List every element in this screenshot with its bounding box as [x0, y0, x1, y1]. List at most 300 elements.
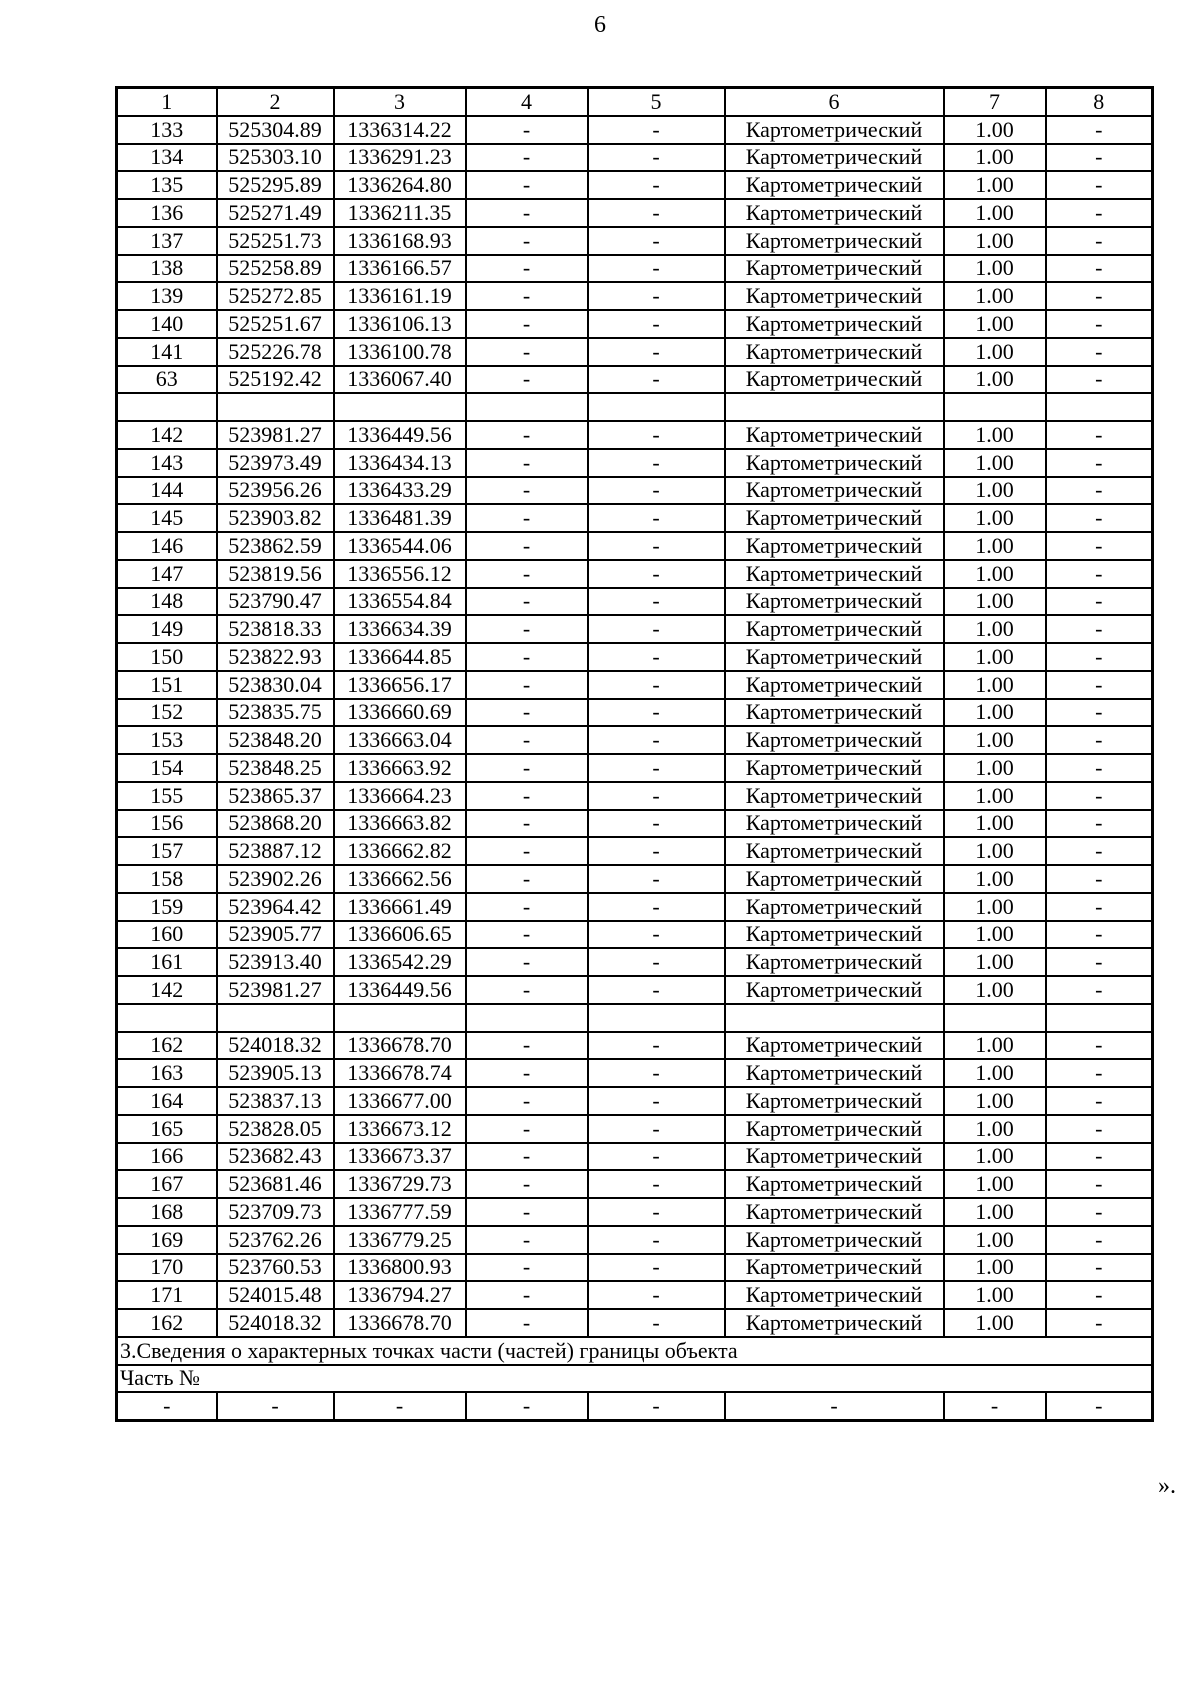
table-cell-col-4: -: [466, 171, 588, 199]
table-cell-col-1: 166: [117, 1143, 217, 1171]
table-cell-col-2: -: [217, 1392, 334, 1420]
table-cell-col-3: [334, 393, 466, 421]
table-cell-col-1: 146: [117, 532, 217, 560]
table-cell-col-3: 1336634.39: [334, 615, 466, 643]
table-row: [117, 1226, 1153, 1254]
table-cell-col-7: 1.00: [944, 560, 1046, 588]
table-row: [117, 699, 1153, 727]
table-cell-col-4: -: [466, 782, 588, 810]
table-cell-col-7: 1.00: [944, 477, 1046, 505]
table-cell-col-4: -: [466, 1281, 588, 1309]
table-row: [117, 671, 1153, 699]
table-cell-col-2: 524015.48: [217, 1281, 334, 1309]
table-cell-col-4: -: [466, 449, 588, 477]
table-row: [117, 1254, 1153, 1282]
table-cell-col-2: 525251.67: [217, 310, 334, 338]
table-cell-col-6: [725, 393, 944, 421]
table-row: [117, 504, 1153, 532]
table-cell-col-6: Картометрический: [725, 810, 944, 838]
table-row: [117, 643, 1153, 671]
table-separator-row: [117, 393, 1153, 421]
table-cell-col-3: 1336677.00: [334, 1087, 466, 1115]
table-cell-col-7: 1.00: [944, 338, 1046, 366]
table-cell-col-4: -: [466, 199, 588, 227]
table-cell-col-6: Картометрический: [725, 1170, 944, 1198]
table-row: [117, 976, 1153, 1004]
table-cell-col-8: -: [1046, 477, 1153, 505]
part-label-cell: Часть №: [117, 1365, 1153, 1393]
table-cell-col-6: Картометрический: [725, 1198, 944, 1226]
table-cell-col-6: Картометрический: [725, 366, 944, 394]
table-cell-col-6: Картометрический: [725, 504, 944, 532]
table-cell-col-8: -: [1046, 366, 1153, 394]
table-cell-col-1: 160: [117, 921, 217, 949]
table-cell-col-8: -: [1046, 421, 1153, 449]
table-cell-col-6: Картометрический: [725, 199, 944, 227]
table-cell-col-2: 525251.73: [217, 227, 334, 255]
table-cell-col-7: 1.00: [944, 421, 1046, 449]
table-row: [117, 1143, 1153, 1171]
table-cell-col-7: 1.00: [944, 615, 1046, 643]
table-cell-col-3: 1336663.92: [334, 754, 466, 782]
table-cell-col-5: -: [588, 948, 725, 976]
table-row: [117, 948, 1153, 976]
table-cell-col-1: 163: [117, 1059, 217, 1087]
table-cell-col-1: 162: [117, 1032, 217, 1060]
table-cell-col-4: -: [466, 1170, 588, 1198]
table-cell-col-1: 156: [117, 810, 217, 838]
table-cell-col-6: Картометрический: [725, 671, 944, 699]
table-cell-col-5: [588, 1004, 725, 1032]
table-cell-col-7: 1.00: [944, 532, 1046, 560]
table-cell-col-8: -: [1046, 282, 1153, 310]
table-cell-col-6: Картометрический: [725, 1281, 944, 1309]
table-cell-col-5: -: [588, 504, 725, 532]
table-cell-col-7: 1.00: [944, 810, 1046, 838]
table-row: [117, 338, 1153, 366]
table-cell-col-4: -: [466, 671, 588, 699]
table-cell-col-2: [217, 393, 334, 421]
table-cell-col-3: 1336106.13: [334, 310, 466, 338]
table-row: [117, 449, 1153, 477]
table-header-row: [117, 88, 1153, 116]
table-cell-col-5: -: [588, 615, 725, 643]
table-cell-col-7: 1.00: [944, 948, 1046, 976]
table-cell-col-8: -: [1046, 1032, 1153, 1060]
table-cell-col-8: -: [1046, 1115, 1153, 1143]
table-cell-col-1: 138: [117, 255, 217, 283]
table-cell-col-8: -: [1046, 671, 1153, 699]
table-cell-col-7: 1.00: [944, 643, 1046, 671]
table-cell-col-5: -: [588, 1032, 725, 1060]
table-cell-col-3: 1336729.73: [334, 1170, 466, 1198]
table-cell-col-3: 1336166.57: [334, 255, 466, 283]
table-cell-col-8: -: [1046, 699, 1153, 727]
table-row: [117, 199, 1153, 227]
table-cell-col-4: -: [466, 255, 588, 283]
table-cell-col-8: -: [1046, 1170, 1153, 1198]
table-cell-col-1: 135: [117, 171, 217, 199]
table-cell-col-2: 523903.82: [217, 504, 334, 532]
table-cell-col-3: 1336100.78: [334, 338, 466, 366]
table-cell-col-6: Картометрический: [725, 1115, 944, 1143]
table-cell-col-4: -: [466, 282, 588, 310]
table-cell-col-7: 1.00: [944, 893, 1046, 921]
table-cell-col-8: -: [1046, 310, 1153, 338]
table-row: [117, 1059, 1153, 1087]
table-cell-col-7: 1.00: [944, 310, 1046, 338]
table-cell-col-1: 147: [117, 560, 217, 588]
table-cell-col-8: -: [1046, 782, 1153, 810]
table-cell-col-2: 525304.89: [217, 116, 334, 144]
table-cell-col-4: -: [466, 754, 588, 782]
table-row: [117, 144, 1153, 172]
table-cell-col-7: 1.00: [944, 1281, 1046, 1309]
table-cell-col-8: -: [1046, 1281, 1153, 1309]
table-cell-col-5: -: [588, 116, 725, 144]
table-cell-col-1: 159: [117, 893, 217, 921]
table-cell-col-3: 1336554.84: [334, 588, 466, 616]
table-cell-col-1: [117, 1004, 217, 1032]
table-cell-col-2: 523902.26: [217, 865, 334, 893]
table-cell-col-2: 523848.20: [217, 726, 334, 754]
table-cell-col-1: 142: [117, 421, 217, 449]
table-cell-col-6: Картометрический: [725, 1143, 944, 1171]
table-cell-col-1: 145: [117, 504, 217, 532]
table-cell-col-1: 155: [117, 782, 217, 810]
table-cell-col-1: 169: [117, 1226, 217, 1254]
table-cell-col-8: [1046, 393, 1153, 421]
table-cell-col-6: Картометрический: [725, 255, 944, 283]
table-cell-col-5: -: [588, 560, 725, 588]
table-cell-col-6: Картометрический: [725, 310, 944, 338]
table-row: [117, 726, 1153, 754]
table-cell-col-4: -: [466, 643, 588, 671]
table-cell-col-6: Картометрический: [725, 948, 944, 976]
table-cell-col-6: Картометрический: [725, 726, 944, 754]
table-cell-col-6: Картометрический: [725, 588, 944, 616]
table-cell-col-5: -: [588, 1281, 725, 1309]
closing-quote: ».: [1158, 1473, 1176, 1499]
table-cell-col-4: -: [466, 1032, 588, 1060]
table-cell-col-6: Картометрический: [725, 560, 944, 588]
table-cell-col-8: -: [1046, 1143, 1153, 1171]
table-cell-col-5: -: [588, 1309, 725, 1337]
table-cell-col-2: 523905.13: [217, 1059, 334, 1087]
table-cell-col-2: 523837.13: [217, 1087, 334, 1115]
table-cell-col-6: Картометрический: [725, 643, 944, 671]
table-cell-col-2: 523830.04: [217, 671, 334, 699]
table-cell-col-3: 1336542.29: [334, 948, 466, 976]
table-cell-col-2: 524018.32: [217, 1032, 334, 1060]
table-cell-col-4: -: [466, 366, 588, 394]
table-cell-col-1: 164: [117, 1087, 217, 1115]
table-cell-col-3: 1336663.04: [334, 726, 466, 754]
table-cell-col-4: -: [466, 921, 588, 949]
table-cell-col-1: 165: [117, 1115, 217, 1143]
table-cell-col-6: Картометрический: [725, 227, 944, 255]
table-cell-col-2: 525258.89: [217, 255, 334, 283]
table-cell-col-7: 1.00: [944, 449, 1046, 477]
table-cell-col-8: -: [1046, 1226, 1153, 1254]
table-cell-col-4: -: [466, 810, 588, 838]
table-cell-col-4: -: [466, 1392, 588, 1420]
table-cell-col-7: 1.00: [944, 976, 1046, 1004]
table-cell-col-2: 523828.05: [217, 1115, 334, 1143]
table-cell-col-8: -: [1046, 171, 1153, 199]
table-cell-col-1: 142: [117, 976, 217, 1004]
coordinates-table: [115, 86, 1154, 1422]
table-cell-col-3: 1336779.25: [334, 1226, 466, 1254]
table-cell-col-3: 1336794.27: [334, 1281, 466, 1309]
table-cell-col-7: 1.00: [944, 588, 1046, 616]
table-cell-col-5: -: [588, 227, 725, 255]
table-cell-col-7: 1.00: [944, 837, 1046, 865]
table-cell-col-2: 523865.37: [217, 782, 334, 810]
table-cell-col-2: 523887.12: [217, 837, 334, 865]
table-cell-col-8: -: [1046, 837, 1153, 865]
table-cell-col-1: 151: [117, 671, 217, 699]
table-cell-col-2: 523981.27: [217, 421, 334, 449]
table-cell-col-5: -: [588, 1143, 725, 1171]
table-cell-col-8: -: [1046, 754, 1153, 782]
table-cell-col-3: 1336264.80: [334, 171, 466, 199]
table-cell-col-7: 1.00: [944, 1254, 1046, 1282]
table-cell-col-2: 523762.26: [217, 1226, 334, 1254]
table-separator-row: [117, 1004, 1153, 1032]
table-cell-col-3: 1336556.12: [334, 560, 466, 588]
table-final-row: [117, 1392, 1153, 1420]
table-cell-col-3: 1336678.74: [334, 1059, 466, 1087]
table-cell-col-7: [944, 1004, 1046, 1032]
table-cell-col-5: -: [588, 1170, 725, 1198]
section-title-row: [117, 1337, 1153, 1365]
table-cell-col-6: Картометрический: [725, 1254, 944, 1282]
table-cell-col-2: 523682.43: [217, 1143, 334, 1171]
table-cell-col-3: 1336433.29: [334, 477, 466, 505]
table-row: [117, 171, 1153, 199]
table-cell-col-8: -: [1046, 116, 1153, 144]
table-cell-col-2: 523848.25: [217, 754, 334, 782]
table-cell-col-1: 136: [117, 199, 217, 227]
table-cell-col-2: 525303.10: [217, 144, 334, 172]
table-cell-col-3: 1336449.56: [334, 421, 466, 449]
table-cell-col-5: -: [588, 421, 725, 449]
table-cell-col-3: 1336777.59: [334, 1198, 466, 1226]
table-cell-col-1: 168: [117, 1198, 217, 1226]
table-cell-col-7: 1.00: [944, 726, 1046, 754]
table-cell-col-2: 523709.73: [217, 1198, 334, 1226]
table-cell-col-1: 170: [117, 1254, 217, 1282]
table-cell-col-8: -: [1046, 144, 1153, 172]
table-cell-col-5: -: [588, 1254, 725, 1282]
table-row: [117, 227, 1153, 255]
table-cell-col-7: 1.00: [944, 699, 1046, 727]
table-cell-col-8: 8: [1046, 88, 1153, 116]
table-cell-col-5: -: [588, 366, 725, 394]
table-cell-col-3: 1336314.22: [334, 116, 466, 144]
table-row: [117, 282, 1153, 310]
table-cell-col-2: 524018.32: [217, 1309, 334, 1337]
table-row: [117, 532, 1153, 560]
table-cell-col-3: 1336291.23: [334, 144, 466, 172]
table-cell-col-4: -: [466, 1115, 588, 1143]
table-cell-col-6: Картометрический: [725, 1059, 944, 1087]
table-cell-col-6: Картометрический: [725, 893, 944, 921]
table-cell-col-5: -: [588, 837, 725, 865]
table-cell-col-5: -: [588, 865, 725, 893]
table-row: [117, 865, 1153, 893]
table-row: [117, 255, 1153, 283]
table-cell-col-8: -: [1046, 865, 1153, 893]
table-cell-col-6: Картометрический: [725, 449, 944, 477]
table-cell-col-8: -: [1046, 199, 1153, 227]
table-cell-col-4: [466, 1004, 588, 1032]
table-row: [117, 1032, 1153, 1060]
table-cell-col-8: -: [1046, 588, 1153, 616]
table-row: [117, 477, 1153, 505]
table-cell-col-1: 63: [117, 366, 217, 394]
table-cell-col-3: 1336662.56: [334, 865, 466, 893]
table-cell-col-7: 1.00: [944, 1143, 1046, 1171]
table-cell-col-5: -: [588, 310, 725, 338]
table-cell-col-1: 137: [117, 227, 217, 255]
table-cell-col-4: -: [466, 504, 588, 532]
table-row: [117, 615, 1153, 643]
table-cell-col-6: Картометрический: [725, 865, 944, 893]
table-cell-col-6: Картометрический: [725, 976, 944, 1004]
table-cell-col-4: -: [466, 865, 588, 893]
table-cell-col-6: Картометрический: [725, 837, 944, 865]
table-cell-col-6: Картометрический: [725, 477, 944, 505]
table-row: [117, 1087, 1153, 1115]
table-cell-col-7: 1.00: [944, 366, 1046, 394]
table-cell-col-4: -: [466, 1309, 588, 1337]
table-cell-col-5: -: [588, 338, 725, 366]
table-cell-col-5: [588, 393, 725, 421]
table-row: [117, 366, 1153, 394]
table-cell-col-2: 525272.85: [217, 282, 334, 310]
table-cell-col-4: -: [466, 310, 588, 338]
table-cell-col-3: 1336644.85: [334, 643, 466, 671]
table-cell-col-2: 2: [217, 88, 334, 116]
table-cell-col-5: -: [588, 144, 725, 172]
table-cell-col-8: -: [1046, 810, 1153, 838]
table-cell-col-1: 153: [117, 726, 217, 754]
table-cell-col-6: Картометрический: [725, 116, 944, 144]
table-cell-col-5: 5: [588, 88, 725, 116]
table-cell-col-5: -: [588, 643, 725, 671]
table-cell-col-1: 141: [117, 338, 217, 366]
table-cell-col-6: Картометрический: [725, 1032, 944, 1060]
table-row: [117, 116, 1153, 144]
table-cell-col-6: -: [725, 1392, 944, 1420]
table-cell-col-6: Картометрический: [725, 282, 944, 310]
table-cell-col-3: 1336434.13: [334, 449, 466, 477]
table-cell-col-4: -: [466, 1254, 588, 1282]
table-cell-col-2: 523862.59: [217, 532, 334, 560]
table-cell-col-7: [944, 393, 1046, 421]
table-cell-col-1: 149: [117, 615, 217, 643]
table-cell-col-3: 1336663.82: [334, 810, 466, 838]
table-row: [117, 782, 1153, 810]
table-cell-col-5: -: [588, 449, 725, 477]
table-cell-col-2: 525271.49: [217, 199, 334, 227]
table-cell-col-1: 157: [117, 837, 217, 865]
table-cell-col-8: -: [1046, 893, 1153, 921]
table-cell-col-5: -: [588, 588, 725, 616]
table-cell-col-1: 1: [117, 88, 217, 116]
table-cell-col-5: -: [588, 1226, 725, 1254]
table-cell-col-6: Картометрический: [725, 338, 944, 366]
table-cell-col-2: 523760.53: [217, 1254, 334, 1282]
table-cell-col-5: -: [588, 782, 725, 810]
table-cell-col-2: 523790.47: [217, 588, 334, 616]
table-cell-col-8: -: [1046, 1087, 1153, 1115]
table-cell-col-1: 143: [117, 449, 217, 477]
table-cell-col-4: -: [466, 560, 588, 588]
table-cell-col-2: 525226.78: [217, 338, 334, 366]
table-cell-col-4: -: [466, 421, 588, 449]
table-cell-col-8: -: [1046, 1309, 1153, 1337]
table-cell-col-7: 1.00: [944, 255, 1046, 283]
table-cell-col-8: -: [1046, 921, 1153, 949]
table-cell-col-7: 1.00: [944, 282, 1046, 310]
table-cell-col-4: [466, 393, 588, 421]
table-cell-col-3: 1336673.37: [334, 1143, 466, 1171]
table-cell-col-5: -: [588, 1059, 725, 1087]
table-row: [117, 1115, 1153, 1143]
table-cell-col-1: 152: [117, 699, 217, 727]
table-cell-col-7: 1.00: [944, 754, 1046, 782]
table-cell-col-6: Картометрический: [725, 532, 944, 560]
table-cell-col-3: 1336678.70: [334, 1032, 466, 1060]
table-cell-col-6: 6: [725, 88, 944, 116]
table-cell-col-7: 1.00: [944, 199, 1046, 227]
table-cell-col-1: 150: [117, 643, 217, 671]
table-cell-col-5: -: [588, 532, 725, 560]
table-cell-col-1: 161: [117, 948, 217, 976]
table-cell-col-4: -: [466, 1087, 588, 1115]
table-row: [117, 421, 1153, 449]
part-label-row: [117, 1365, 1153, 1393]
table-cell-col-4: -: [466, 948, 588, 976]
table-cell-col-7: -: [944, 1392, 1046, 1420]
table-cell-col-8: -: [1046, 560, 1153, 588]
table-cell-col-5: -: [588, 199, 725, 227]
table-cell-col-4: -: [466, 976, 588, 1004]
table-row: [117, 1170, 1153, 1198]
table-row: [117, 310, 1153, 338]
table-cell-col-4: -: [466, 532, 588, 560]
table-cell-col-1: 140: [117, 310, 217, 338]
table-row: [117, 893, 1153, 921]
page-number: 6: [594, 12, 606, 38]
table-cell-col-6: Картометрический: [725, 421, 944, 449]
table-cell-col-3: 1336656.17: [334, 671, 466, 699]
table-cell-col-1: 171: [117, 1281, 217, 1309]
table-cell-col-4: -: [466, 1198, 588, 1226]
table-cell-col-8: -: [1046, 449, 1153, 477]
table-row: [117, 1281, 1153, 1309]
table-cell-col-8: -: [1046, 643, 1153, 671]
table-cell-col-8: -: [1046, 227, 1153, 255]
section-title-cell: 3.Сведения о характерных точках части (частей) границы объекта: [117, 1337, 1153, 1365]
table-cell-col-3: 1336678.70: [334, 1309, 466, 1337]
table-cell-col-5: -: [588, 726, 725, 754]
table-cell-col-6: Картометрический: [725, 754, 944, 782]
table-cell-col-4: -: [466, 477, 588, 505]
